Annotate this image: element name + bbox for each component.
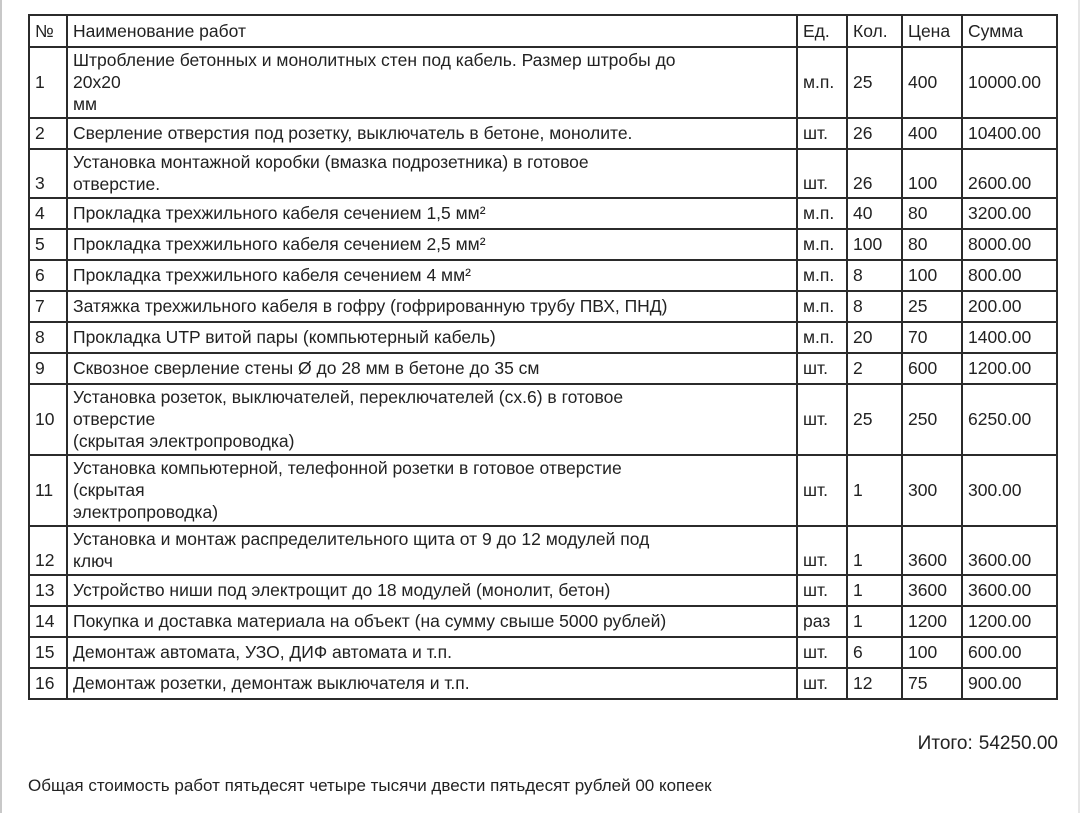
cell-sum: 10000.00 bbox=[962, 47, 1057, 118]
cell-name: Штробление бетонных и монолитных стен под кабель. Размер штробы до 20x20 мм bbox=[67, 47, 797, 118]
cell-price: 400 bbox=[902, 118, 962, 149]
cell-qty: 8 bbox=[847, 260, 902, 291]
cell-no: 2 bbox=[29, 118, 67, 149]
cell-unit: шт. bbox=[797, 353, 847, 384]
cell-no: 5 bbox=[29, 229, 67, 260]
table-row bbox=[29, 47, 1057, 118]
table-row bbox=[29, 260, 1057, 291]
cell-name: Прокладка UTP витой пары (компьютерный кабель) bbox=[67, 322, 797, 353]
table-row bbox=[29, 575, 1057, 606]
cell-sum: 3200.00 bbox=[962, 198, 1057, 229]
cell-price: 80 bbox=[902, 229, 962, 260]
cell-price: 100 bbox=[902, 260, 962, 291]
total-label: Итого: bbox=[917, 733, 973, 754]
cell-price: 70 bbox=[902, 322, 962, 353]
cell-sum: 3600.00 bbox=[962, 526, 1057, 575]
cell-sum: 900.00 bbox=[962, 668, 1057, 699]
header-no: № bbox=[29, 15, 67, 47]
cell-qty: 26 bbox=[847, 118, 902, 149]
cell-unit: шт. bbox=[797, 575, 847, 606]
cell-name: Устройство ниши под электрощит до 18 модулей (монолит, бетон) bbox=[67, 575, 797, 606]
cell-no: 7 bbox=[29, 291, 67, 322]
cell-no: 13 bbox=[29, 575, 67, 606]
cell-qty: 6 bbox=[847, 637, 902, 668]
table-row bbox=[29, 149, 1057, 198]
cell-name: Затяжка трехжильного кабеля в гофру (гофрированную трубу ПВХ, ПНД) bbox=[67, 291, 797, 322]
header-qty: Кол. bbox=[847, 15, 902, 47]
works-table bbox=[28, 14, 1058, 700]
cell-name: Прокладка трехжильного кабеля сечением 1,5 мм² bbox=[67, 198, 797, 229]
cell-unit: шт. bbox=[797, 637, 847, 668]
cell-name: Установка монтажной коробки (вмазка подрозетника) в готовое отверстие. bbox=[67, 149, 797, 198]
cell-no: 8 bbox=[29, 322, 67, 353]
cell-no: 6 bbox=[29, 260, 67, 291]
cell-price: 100 bbox=[902, 149, 962, 198]
table-row bbox=[29, 384, 1057, 455]
header-unit: Ед. bbox=[797, 15, 847, 47]
cell-name: Покупка и доставка материала на объект (на сумму свыше 5000 рублей) bbox=[67, 606, 797, 637]
cell-unit: шт. bbox=[797, 118, 847, 149]
table-row bbox=[29, 118, 1057, 149]
cell-price: 300 bbox=[902, 455, 962, 526]
cell-qty: 1 bbox=[847, 455, 902, 526]
total-line bbox=[800, 733, 1058, 755]
cell-name: Прокладка трехжильного кабеля сечением 2,5 мм² bbox=[67, 229, 797, 260]
cell-qty: 1 bbox=[847, 606, 902, 637]
table-row bbox=[29, 606, 1057, 637]
summary-text: Общая стоимость работ пятьдесят четыре тысячи двести пятьдесят рублей 00 копеек bbox=[28, 776, 712, 795]
cell-no: 4 bbox=[29, 198, 67, 229]
cell-no: 1 bbox=[29, 47, 67, 118]
cell-no: 16 bbox=[29, 668, 67, 699]
cell-name: Сквозное сверление стены Ø до 28 мм в бетоне до 35 см bbox=[67, 353, 797, 384]
cell-unit: шт. bbox=[797, 668, 847, 699]
cell-sum: 600.00 bbox=[962, 637, 1057, 668]
table-row bbox=[29, 455, 1057, 526]
table-row bbox=[29, 526, 1057, 575]
cell-no: 11 bbox=[29, 455, 67, 526]
cell-sum: 1200.00 bbox=[962, 606, 1057, 637]
table-row bbox=[29, 229, 1057, 260]
cell-sum: 8000.00 bbox=[962, 229, 1057, 260]
total-value: 54250.00 bbox=[978, 733, 1058, 754]
header-sum: Сумма bbox=[962, 15, 1057, 47]
table-row bbox=[29, 637, 1057, 668]
left-page-edge bbox=[0, 0, 2, 813]
cell-name: Демонтаж розетки, демонтаж выключателя и т.п. bbox=[67, 668, 797, 699]
table-header-row bbox=[29, 15, 1057, 47]
header-price: Цена bbox=[902, 15, 962, 47]
cell-price: 600 bbox=[902, 353, 962, 384]
cell-no: 10 bbox=[29, 384, 67, 455]
cell-sum: 800.00 bbox=[962, 260, 1057, 291]
cell-price: 400 bbox=[902, 47, 962, 118]
cell-qty: 26 bbox=[847, 149, 902, 198]
cell-no: 12 bbox=[29, 526, 67, 575]
cell-price: 3600 bbox=[902, 526, 962, 575]
cell-qty: 8 bbox=[847, 291, 902, 322]
cell-unit: шт. bbox=[797, 149, 847, 198]
cell-qty: 12 bbox=[847, 668, 902, 699]
header-name: Наименование работ bbox=[67, 15, 797, 47]
cell-price: 250 bbox=[902, 384, 962, 455]
cell-name: Демонтаж автомата, УЗО, ДИФ автомата и т.п. bbox=[67, 637, 797, 668]
cell-unit: м.п. bbox=[797, 47, 847, 118]
cell-price: 100 bbox=[902, 637, 962, 668]
cell-sum: 1200.00 bbox=[962, 353, 1057, 384]
cell-sum: 200.00 bbox=[962, 291, 1057, 322]
cell-price: 3600 bbox=[902, 575, 962, 606]
cell-unit: м.п. bbox=[797, 260, 847, 291]
cell-no: 9 bbox=[29, 353, 67, 384]
table-row bbox=[29, 291, 1057, 322]
cell-name: Установка розеток, выключателей, переключателей (сх.6) в готовое отверстие (скрытая электропроводка) bbox=[67, 384, 797, 455]
cell-name: Прокладка трехжильного кабеля сечением 4 мм² bbox=[67, 260, 797, 291]
cell-qty: 25 bbox=[847, 47, 902, 118]
cell-qty: 1 bbox=[847, 526, 902, 575]
table-row bbox=[29, 668, 1057, 699]
cell-qty: 2 bbox=[847, 353, 902, 384]
cell-qty: 100 bbox=[847, 229, 902, 260]
cell-price: 1200 bbox=[902, 606, 962, 637]
cell-price: 80 bbox=[902, 198, 962, 229]
cell-no: 15 bbox=[29, 637, 67, 668]
cell-unit: шт. bbox=[797, 526, 847, 575]
table-row bbox=[29, 322, 1057, 353]
cell-sum: 1400.00 bbox=[962, 322, 1057, 353]
cell-qty: 1 bbox=[847, 575, 902, 606]
cell-qty: 40 bbox=[847, 198, 902, 229]
cell-name: Установка компьютерной, телефонной розетки в готовое отверстие (скрытая электропроводка) bbox=[67, 455, 797, 526]
cell-sum: 2600.00 bbox=[962, 149, 1057, 198]
cell-unit: шт. bbox=[797, 455, 847, 526]
cell-sum: 3600.00 bbox=[962, 575, 1057, 606]
cell-qty: 20 bbox=[847, 322, 902, 353]
cell-sum: 10400.00 bbox=[962, 118, 1057, 149]
cell-price: 25 bbox=[902, 291, 962, 322]
cell-qty: 25 bbox=[847, 384, 902, 455]
table-row bbox=[29, 198, 1057, 229]
cell-unit: м.п. bbox=[797, 229, 847, 260]
cell-unit: м.п. bbox=[797, 291, 847, 322]
cell-no: 3 bbox=[29, 149, 67, 198]
table-row bbox=[29, 353, 1057, 384]
cell-unit: м.п. bbox=[797, 198, 847, 229]
cell-unit: раз bbox=[797, 606, 847, 637]
cell-name: Сверление отверстия под розетку, выключатель в бетоне, монолите. bbox=[67, 118, 797, 149]
cell-name: Установка и монтаж распределительного щита от 9 до 12 модулей под ключ bbox=[67, 526, 797, 575]
cell-sum: 300.00 bbox=[962, 455, 1057, 526]
cell-unit: м.п. bbox=[797, 322, 847, 353]
cell-no: 14 bbox=[29, 606, 67, 637]
cell-sum: 6250.00 bbox=[962, 384, 1057, 455]
cell-unit: шт. bbox=[797, 384, 847, 455]
cell-price: 75 bbox=[902, 668, 962, 699]
